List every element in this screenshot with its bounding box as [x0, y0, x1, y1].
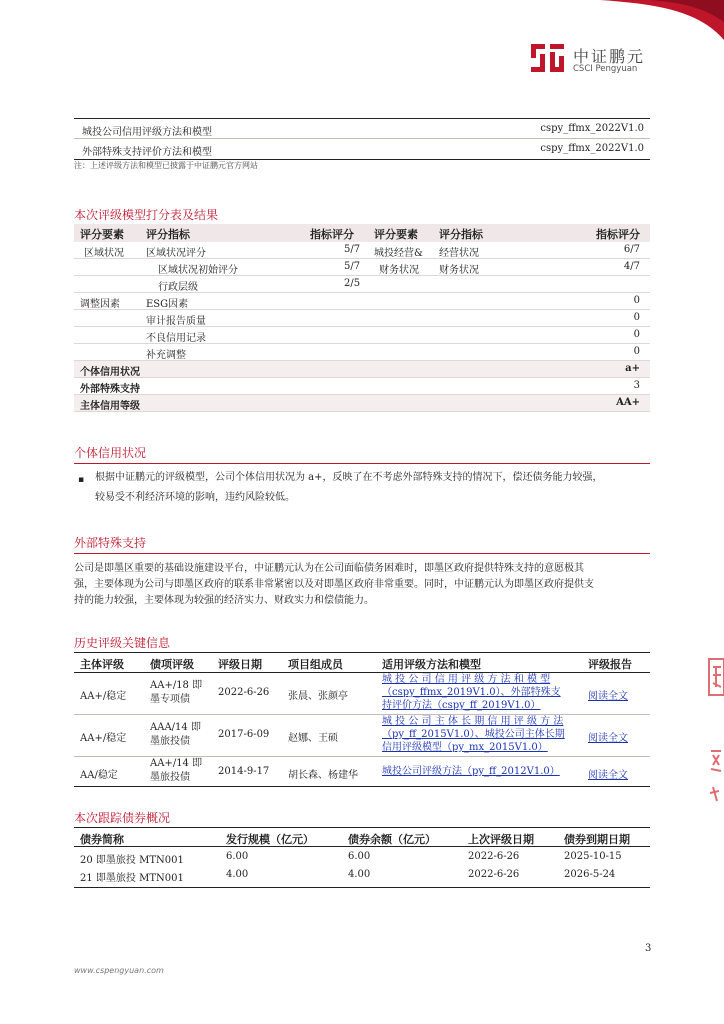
bond-name: 21 即墨旅投 MTN001 — [80, 873, 184, 884]
method-row — [74, 118, 650, 139]
header-cell: 债券余额（亿元） — [348, 833, 436, 846]
indicator: 经营状况 — [439, 248, 479, 259]
method-name: 城投公司信用评级方法和模型 — [82, 127, 212, 138]
bond-rating: AA+/18 即 — [150, 680, 203, 691]
logo-mark-icon — [529, 42, 569, 78]
rating-date: 2022-6-26 — [218, 687, 270, 698]
header-cell: 项目组成员 — [288, 658, 343, 671]
indicator: 区域状况初始评分 — [158, 265, 238, 276]
indicator: 行政层级 — [158, 282, 198, 293]
maturity-date: 2025-10-15 — [564, 851, 622, 862]
header-cell: 指标评分 — [310, 228, 354, 241]
history-title: 历史评级关键信息 — [74, 636, 171, 650]
page-number: 3 — [645, 943, 652, 954]
bond-rating: 墨专项债 — [150, 694, 190, 705]
scoring-title: 本次评级模型打分表及结果 — [74, 208, 219, 222]
bond-balance: 4.00 — [348, 869, 371, 880]
header-decoration — [0, 0, 724, 40]
indicator: ESG因素 — [146, 299, 189, 310]
team-members: 张晨、张颜亭 — [288, 691, 348, 702]
header-cell: 评分指标 — [146, 228, 190, 241]
table-row — [74, 673, 650, 715]
indicator: 补充调整 — [146, 350, 186, 361]
table-row — [74, 327, 650, 344]
header-cell: 债项评级 — [150, 658, 194, 671]
summary-label: 主体信用等级 — [80, 401, 140, 412]
method-link[interactable]: 城 投 公 司 信 用 评 级 方 法 和 模 型 — [382, 674, 551, 685]
footer-url: www.cspengyuan.com — [74, 966, 164, 975]
table-row — [74, 715, 650, 757]
header-cell: 发行规模（亿元） — [226, 833, 314, 846]
summary-row — [74, 378, 650, 395]
header-cell: 评级日期 — [218, 658, 262, 671]
issuer-rating: AA+/稳定 — [80, 733, 127, 744]
indicator-score: 6/7 — [623, 244, 640, 255]
indicator: 财务状况 — [439, 265, 479, 276]
method-link[interactable]: （cspy_ffmx_2019V1.0）、外部特殊支 — [382, 687, 561, 698]
summary-label: 个体信用状况 — [80, 367, 140, 378]
bonds-header — [74, 827, 650, 847]
factor-label: 城投经营& — [374, 248, 423, 259]
factor-label: 调整因素 — [80, 299, 120, 310]
header-cell: 评分指标 — [439, 228, 483, 241]
header-cell: 评分要素 — [374, 228, 418, 241]
summary-row — [74, 361, 650, 378]
rating-date: 2014-9-17 — [218, 766, 270, 777]
summary-label: 外部特殊支持 — [80, 384, 140, 395]
rating-date: 2017-6-09 — [218, 729, 270, 740]
header-cell: 评分要素 — [80, 228, 124, 241]
bond-name: 20 即墨旅投 MTN001 — [80, 855, 184, 866]
table-row — [74, 865, 650, 886]
indicator: 审计报告质量 — [146, 316, 206, 327]
issue-size: 4.00 — [226, 869, 249, 880]
team-members: 胡长森、杨建华 — [288, 770, 358, 781]
seal-stamp-fragment — [707, 655, 724, 805]
method-row — [74, 139, 650, 160]
brand-name-en: CSCI Pengyuan — [573, 64, 638, 74]
bond-rating: 墨旅投债 — [150, 736, 190, 747]
brand-logo — [527, 40, 667, 80]
individual-title: 个体信用状况 — [74, 446, 147, 460]
header-cell: 适用评级方法和模型 — [382, 658, 481, 671]
table-row — [74, 276, 650, 293]
table-bottom-rule — [74, 887, 650, 888]
summary-value: 3 — [633, 380, 640, 391]
summary-row — [74, 395, 650, 412]
indicator-score: 5/7 — [344, 261, 361, 272]
header-cell: 上次评级日期 — [468, 833, 534, 846]
external-line: 持的能力较强，主要体现为较强的经济实力、财政实力和偿债能力。 — [74, 595, 374, 606]
indicator-score: 5/7 — [344, 244, 361, 255]
brand-name-cn: 中证鹏元 — [573, 47, 646, 66]
indicator-score: 2/5 — [344, 278, 361, 289]
method-link[interactable]: 城 投 公 司 主 体 长 期 信 用 评 级 方 法 — [382, 716, 564, 727]
last-rating-date: 2022-6-26 — [468, 851, 520, 862]
methods-note: 注：上述评级方法和模型已披露于中证鹏元官方网站 — [74, 161, 258, 170]
table-row — [74, 259, 650, 276]
bond-rating: 墨旅投债 — [150, 772, 190, 783]
table-row — [74, 310, 650, 327]
section-divider — [74, 463, 650, 464]
external-line: 强，主要体现为公司与即墨区政府的联系非常紧密以及对即墨区政府非常重要。同时，中证鹏元认为即墨区政府提供支 — [74, 579, 594, 590]
bond-balance: 6.00 — [348, 851, 371, 862]
method-version: cspy_ffmx_2022V1.0 — [540, 143, 644, 154]
summary-value: a+ — [625, 363, 640, 374]
scoring-header — [74, 224, 650, 242]
method-version: cspy_ffmx_2022V1.0 — [540, 123, 644, 134]
bonds-title: 本次跟踪债券概况 — [74, 811, 171, 825]
method-link[interactable]: 持评价方法（cspy_ff_2019V1.0） — [382, 700, 541, 711]
factor-label: 财务状况 — [379, 265, 419, 276]
bond-rating: AA+/14 即 — [150, 758, 203, 769]
indicator: 不良信用记录 — [146, 333, 206, 344]
table-row — [74, 293, 650, 310]
issuer-rating: AA+/稳定 — [80, 691, 127, 702]
table-row — [74, 344, 650, 361]
method-link[interactable]: 信用评级模型（py_mx_2015V1.0） — [382, 742, 548, 753]
last-rating-date: 2022-6-26 — [468, 869, 520, 880]
table-row — [74, 242, 650, 259]
external-title: 外部特殊支持 — [74, 536, 147, 550]
indicator-score: 0 — [633, 329, 640, 340]
method-link[interactable]: 城投公司评级方法（py_ff_2012V1.0） — [382, 766, 560, 777]
header-cell: 指标评分 — [596, 228, 640, 241]
header-cell: 评级报告 — [588, 658, 632, 671]
indicator-score: 4/7 — [623, 261, 640, 272]
report-link[interactable]: 阅读全文 — [588, 691, 628, 702]
section-divider — [74, 553, 650, 554]
history-header — [74, 652, 650, 673]
indicator: 区域状况评分 — [146, 248, 206, 259]
table-row — [74, 757, 650, 787]
issuer-rating: AA/稳定 — [80, 770, 118, 781]
individual-line: 根据中证鹏元的评级模型，公司个体信用状况为 a+，反映了在不考虑外部特殊支持的情况下，偿还债务能力较强， — [95, 472, 603, 483]
issue-size: 6.00 — [226, 851, 249, 862]
team-members: 赵娜、王硕 — [288, 733, 338, 744]
method-link[interactable]: （py_ff_2015V1.0）、城投公司主体长期 — [382, 729, 565, 740]
external-line: 公司是即墨区重要的基础设施建设平台，中证鹏元认为在公司面临债务困难时，即墨区政府提供特殊支持的意愿极其 — [74, 563, 584, 574]
indicator-score: 0 — [633, 312, 640, 323]
header-cell: 债券到期日期 — [564, 833, 630, 846]
indicator-score: 0 — [633, 346, 640, 357]
method-name: 外部特殊支持评价方法和模型 — [82, 147, 212, 158]
header-cell: 主体评级 — [80, 658, 124, 671]
factor-label: 区域状况 — [84, 248, 124, 259]
bullet-icon: ▪ — [78, 475, 85, 485]
report-link[interactable]: 阅读全文 — [588, 770, 628, 781]
header-cell: 债券简称 — [80, 833, 124, 846]
maturity-date: 2026-5-24 — [564, 869, 616, 880]
report-link[interactable]: 阅读全文 — [588, 733, 628, 744]
bond-rating: AAA/14 即 — [150, 722, 201, 733]
summary-value: AA+ — [616, 397, 640, 408]
indicator-score: 0 — [633, 295, 640, 306]
individual-line: 较易受不利经济环境的影响，违约风险较低。 — [95, 492, 295, 503]
